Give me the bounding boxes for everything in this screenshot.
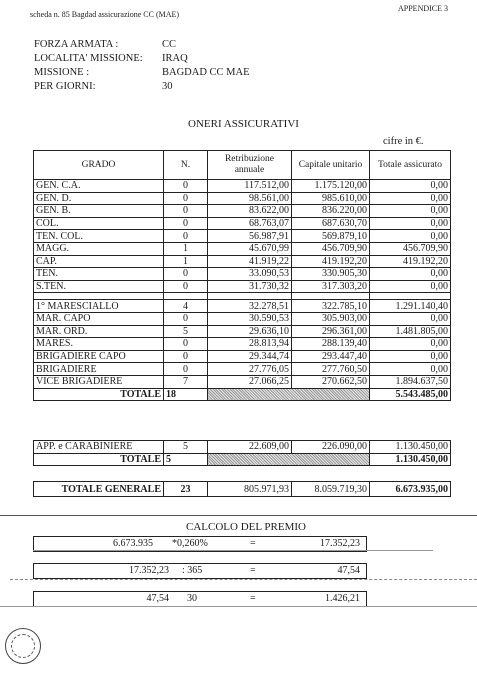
cell-totale: 1.130.450,00 xyxy=(370,441,451,454)
premio-value-a: 6.673.935 xyxy=(113,538,153,549)
cell-n: 0 xyxy=(164,217,208,230)
cell-retribuzione: 117.512,00 xyxy=(208,180,292,193)
premio-title: CALCOLO DEL PREMIO xyxy=(186,521,306,533)
cell-totale: 1.894.637,50 xyxy=(370,375,451,388)
cell-capitale: 288.139,40 xyxy=(292,338,370,351)
cell-n: 0 xyxy=(164,280,208,293)
cell-totale: 0,00 xyxy=(370,363,451,376)
cell-totale: 1.481.805,00 xyxy=(370,325,451,338)
totale-row xyxy=(34,388,451,401)
premio-result: 47,54 xyxy=(337,565,360,576)
cell-n: 0 xyxy=(164,363,208,376)
info-value-forza-armata: CC xyxy=(162,39,177,50)
cell-retribuzione: 28.813,94 xyxy=(208,338,292,351)
premio-equals: = xyxy=(250,593,256,604)
cell-n: 5 xyxy=(164,325,208,338)
table-row xyxy=(34,255,451,268)
premio-result: 17.352,23 xyxy=(320,538,360,549)
section-title-oneri: ONERI ASSICURATIVI xyxy=(188,118,299,130)
cell-n: 0 xyxy=(164,230,208,243)
table-row xyxy=(34,217,451,230)
premio-value-a: 17.352,23 xyxy=(129,565,169,576)
premio-value-b: *0,260% xyxy=(172,538,208,549)
cell-totale: 0,00 xyxy=(370,268,451,281)
cell-n: 5 xyxy=(164,441,208,454)
cell-grado: GEN. D. xyxy=(34,192,164,205)
cell-n: 0 xyxy=(164,205,208,218)
cell-retribuzione: 56.987,91 xyxy=(208,230,292,243)
table-row xyxy=(34,441,451,454)
cell-retribuzione: 45.670,99 xyxy=(208,242,292,255)
cell-grado: MAR. CAPO xyxy=(34,312,164,325)
row-underline xyxy=(0,606,477,607)
totale-generale-row xyxy=(34,482,451,497)
cell-totale: 0,00 xyxy=(370,205,451,218)
header-totale: Totale assicurato xyxy=(370,151,451,180)
cell-n: 7 xyxy=(164,375,208,388)
table-row xyxy=(34,192,451,205)
currency-note: cifre in €. xyxy=(383,136,424,147)
cell-grado: 1° MARESCIALLO xyxy=(34,300,164,313)
cell-capitale: 296.361,00 xyxy=(292,325,370,338)
cell-n: 0 xyxy=(164,180,208,193)
cell-grado: APP. e CARABINIERE xyxy=(34,441,164,454)
info-value-localita: IRAQ xyxy=(162,53,188,64)
table-row xyxy=(34,230,451,243)
header-n: N. xyxy=(164,151,208,180)
header-capitale: Capitale unitario xyxy=(292,151,370,180)
cell-totale: 0,00 xyxy=(370,217,451,230)
cell-n: 4 xyxy=(164,300,208,313)
cell-capitale: 456.709,90 xyxy=(292,242,370,255)
cell-capitale: 419.192,20 xyxy=(292,255,370,268)
premio-equals: = xyxy=(250,565,256,576)
premio-value-b: : 365 xyxy=(182,565,203,576)
premio-value-b: 30 xyxy=(187,593,197,604)
cell-grado: GEN. B. xyxy=(34,205,164,218)
table-row xyxy=(34,242,451,255)
table-row xyxy=(34,180,451,193)
cell-retribuzione: 27.066,25 xyxy=(208,375,292,388)
cell-n: 0 xyxy=(164,350,208,363)
cell-grado: S.TEN. xyxy=(34,280,164,293)
cell-retribuzione: 29.636,10 xyxy=(208,325,292,338)
table-spacer xyxy=(34,293,451,300)
table-row xyxy=(34,375,451,388)
cell-n: 0 xyxy=(164,312,208,325)
totale-label: TOTALE xyxy=(34,388,164,401)
cell-capitale: 305.903,00 xyxy=(292,312,370,325)
cell-totale: 1.291.140,40 xyxy=(370,300,451,313)
info-label-missione: MISSIONE : xyxy=(34,67,90,78)
cell-retribuzione: 41.919,22 xyxy=(208,255,292,268)
cell-retribuzione: 31.730,32 xyxy=(208,280,292,293)
cell-retribuzione: 33.090,53 xyxy=(208,268,292,281)
table-row xyxy=(34,280,451,293)
cell-n: 0 xyxy=(164,338,208,351)
cell-capitale: 1.175.120,00 xyxy=(292,180,370,193)
seal-stamp-icon xyxy=(5,628,41,664)
premio-value-a: 47,54 xyxy=(146,593,169,604)
cell-retribuzione: 27.776,05 xyxy=(208,363,292,376)
cell-retribuzione: 98.561,00 xyxy=(208,192,292,205)
cell-capitale: 277.760,50 xyxy=(292,363,370,376)
totale-generale-totale: 6.673.935,00 xyxy=(370,482,451,497)
cell-n: 0 xyxy=(164,268,208,281)
cell-n: 1 xyxy=(164,255,208,268)
cell-totale: 419.192,20 xyxy=(370,255,451,268)
premio-row xyxy=(33,591,367,607)
cell-retribuzione: 29.344,74 xyxy=(208,350,292,363)
cell-grado: TEN. COL. xyxy=(34,230,164,243)
cell-grado: BRIGADIERE CAPO xyxy=(34,350,164,363)
cell-totale: 0,00 xyxy=(370,312,451,325)
hatched-cell xyxy=(208,453,370,466)
cell-grado: COL. xyxy=(34,217,164,230)
cell-retribuzione: 30.590,53 xyxy=(208,312,292,325)
table-row xyxy=(34,363,451,376)
cell-grado: BRIGADIERE xyxy=(34,363,164,376)
premio-result: 1.426,21 xyxy=(325,593,360,604)
cell-n: 0 xyxy=(164,192,208,205)
info-value-giorni: 30 xyxy=(162,81,173,92)
cell-retribuzione: 22.609,00 xyxy=(208,441,292,454)
header-grado: GRADO xyxy=(34,151,164,180)
cell-totale: 0,00 xyxy=(370,230,451,243)
table-row xyxy=(34,312,451,325)
carabinieri-table xyxy=(33,440,451,466)
document-header-left: scheda n. 85 Bagdad assicurazione CC (MAE) xyxy=(30,10,180,19)
cell-grado: MAGG. xyxy=(34,242,164,255)
cell-capitale: 293.447,40 xyxy=(292,350,370,363)
totale-generale-capitale: 8.059.719,30 xyxy=(292,482,370,497)
cell-capitale: 270.662,50 xyxy=(292,375,370,388)
totale-generale-table xyxy=(33,481,451,497)
totale-value: 1.130.450,00 xyxy=(370,453,451,466)
table-row xyxy=(34,268,451,281)
cell-capitale: 330.905,30 xyxy=(292,268,370,281)
cell-grado: GEN. C.A. xyxy=(34,180,164,193)
totale-n: 18 xyxy=(164,388,208,401)
cell-totale: 0,00 xyxy=(370,338,451,351)
cell-retribuzione: 68.763,07 xyxy=(208,217,292,230)
cell-retribuzione: 83.622,00 xyxy=(208,205,292,218)
totale-n: 5 xyxy=(164,453,208,466)
premio-row xyxy=(33,563,367,579)
cell-grado: VICE BRIGADIERE xyxy=(34,375,164,388)
cell-grado: TEN. xyxy=(34,268,164,281)
totale-generale-n: 23 xyxy=(164,482,208,497)
totale-generale-label: TOTALE GENERALE xyxy=(34,482,164,497)
cell-totale: 0,00 xyxy=(370,192,451,205)
table-row xyxy=(34,205,451,218)
oneri-table xyxy=(33,150,451,401)
cell-totale: 0,00 xyxy=(370,350,451,363)
table-row xyxy=(34,338,451,351)
cell-grado: CAP. xyxy=(34,255,164,268)
cell-n: 1 xyxy=(164,242,208,255)
cell-totale: 0,00 xyxy=(370,180,451,193)
cell-capitale: 317.303,20 xyxy=(292,280,370,293)
totale-generale-retribuzione: 805.971,93 xyxy=(208,482,292,497)
cell-grado: MARES. xyxy=(34,338,164,351)
totale-row xyxy=(34,453,451,466)
row-underline xyxy=(33,550,433,551)
table-row xyxy=(34,350,451,363)
info-label-forza-armata: FORZA ARMATA : xyxy=(34,39,119,50)
cell-capitale: 687.630,70 xyxy=(292,217,370,230)
row-underline xyxy=(10,579,477,580)
premio-equals: = xyxy=(250,538,256,549)
totale-value: 5.543.485,00 xyxy=(370,388,451,401)
info-value-missione: BAGDAD CC MAE xyxy=(162,67,250,78)
hatched-cell xyxy=(208,388,370,401)
header-retribuzione: Retribuzione annuale xyxy=(208,151,292,180)
cell-capitale: 322.785,10 xyxy=(292,300,370,313)
document-header-right: APPENDICE 3 xyxy=(398,4,449,13)
cell-capitale: 226.090,00 xyxy=(292,441,370,454)
table-row xyxy=(34,300,451,313)
cell-capitale: 836.220,00 xyxy=(292,205,370,218)
info-label-giorni: PER GIORNI: xyxy=(34,81,96,92)
cell-retribuzione: 32.278,51 xyxy=(208,300,292,313)
info-label-localita: LOCALITA' MISSIONE: xyxy=(34,53,143,64)
cell-capitale: 569.879,10 xyxy=(292,230,370,243)
cell-totale: 456.709,90 xyxy=(370,242,451,255)
cell-totale: 0,00 xyxy=(370,280,451,293)
cell-grado: MAR. ORD. xyxy=(34,325,164,338)
section-divider xyxy=(0,515,477,516)
totale-label: TOTALE xyxy=(34,453,164,466)
table-header-row xyxy=(34,151,451,180)
cell-capitale: 985.610,00 xyxy=(292,192,370,205)
table-row xyxy=(34,325,451,338)
